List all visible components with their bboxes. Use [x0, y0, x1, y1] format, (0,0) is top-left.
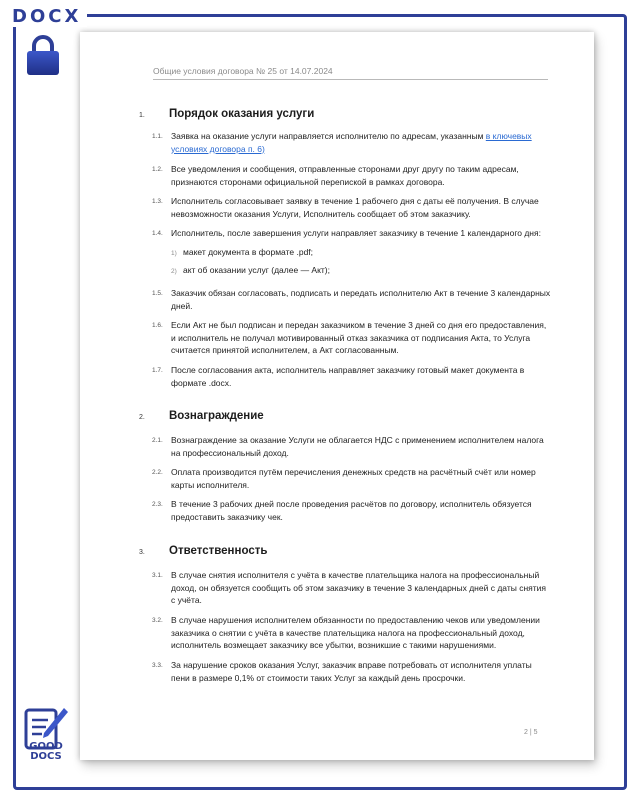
clause-text: Исполнитель согласовывает заявку в течение 1 рабочего дня с даты её получения. В случае невозможности оказания Услуги, Исполнитель сообщает об этом заказчику.	[171, 196, 539, 219]
brand-name: DOCX	[12, 6, 87, 27]
clause-3-3	[152, 659, 552, 684]
section-number: 2.	[139, 414, 145, 421]
clause-number: 2.1.	[152, 437, 163, 444]
clause-1-1	[152, 130, 552, 155]
clause-1-2	[152, 163, 552, 188]
section-title-2	[139, 410, 264, 422]
clause-number: 1.4.	[152, 230, 163, 237]
clause-2-3	[152, 498, 552, 523]
clause-number: 2.3.	[152, 501, 163, 508]
document-header: Общие условия договора № 25 от 14.07.2024	[153, 66, 548, 80]
clause-1-3	[152, 195, 552, 220]
clause-text: Исполнитель, после завершения услуги направляет заказчику в течение 1 календарного дня:	[171, 228, 541, 238]
section-number: 1.	[139, 112, 145, 119]
subitem-number: 2)	[171, 268, 177, 275]
subitem-2	[171, 265, 330, 275]
clause-number: 3.2.	[152, 617, 163, 624]
logo-text-good: GOOD	[29, 741, 63, 752]
clause-1-4	[152, 227, 552, 240]
clause-number: 1.2.	[152, 166, 163, 173]
section-title-3	[139, 545, 267, 557]
clause-text: В случае нарушения исполнителем обязанности по предоставлению чеков или уведомлении заказчика о снятии с учёта в качестве плательщика налога на профессиональный доход, исполнитель возмещает заказчику все убытки, возникшие с такими нарушениями.	[171, 615, 540, 650]
clause-text: В случае снятия исполнителя с учёта в качестве плательщика налога на профессиональный доход, он обязуется сообщить об этом заказчику в течение 3 календарных дней с даты снятия с учёта.	[171, 570, 546, 605]
logo-text-docs: DOCS	[30, 751, 62, 762]
clause-1-6	[152, 319, 552, 357]
clause-number: 1.5.	[152, 290, 163, 297]
clause-3-1	[152, 569, 552, 607]
logo-label	[22, 742, 70, 762]
lock-icon	[25, 34, 61, 76]
clause-text: Заказчик обязан согласовать, подписать и передать исполнителю Акт в течение 3 календарных дней.	[171, 288, 551, 311]
clause-text-part: Заявка на оказание услуги направляется исполнителю по адресам, указанным	[171, 131, 486, 141]
section-title-1	[139, 108, 314, 120]
section-title-text: Порядок оказания услуги	[169, 108, 315, 120]
clause-text: В течение 3 рабочих дней после проведения расчётов по договору, исполнитель обязуется предоставить заказчику чек.	[171, 499, 532, 522]
clause-number: 1.6.	[152, 322, 163, 329]
clause-number: 1.7.	[152, 367, 163, 374]
clause-number: 3.3.	[152, 662, 163, 669]
clause-text	[171, 130, 552, 155]
subitem-text: макет документа в формате .pdf;	[183, 247, 314, 257]
clause-text: Если Акт не был подписан и передан заказчиком в течение 3 дней со дня его предоставления, и исполнитель не получал мотивированный отказ заказчика от подписания Акта, то Услуга считается принятой исполнителем, а Акт согласованным.	[171, 320, 547, 355]
clause-3-2	[152, 614, 552, 652]
clause-text: После согласования акта, исполнитель направляет заказчику готовый макет документа в формате .docx.	[171, 365, 525, 388]
clause-number: 1.3.	[152, 198, 163, 205]
clause-text: Оплата производится путём перечисления денежных средств на расчётный счёт или номер карты исполнителя.	[171, 467, 536, 490]
clause-number: 3.1.	[152, 572, 163, 579]
document-page	[80, 32, 594, 760]
section-title-text: Вознаграждение	[169, 410, 264, 422]
subitem-1	[171, 247, 313, 257]
section-title-text: Ответственность	[169, 545, 268, 557]
key-terms-link[interactable]: в ключевых условиях договора п. 6)	[171, 131, 532, 154]
section-number: 3.	[139, 549, 145, 556]
clause-2-1	[152, 434, 552, 459]
clause-2-2	[152, 466, 552, 491]
subitem-text: акт об оказании услуг (далее — Акт);	[183, 265, 330, 275]
clause-text: Вознаграждение за оказание Услуги не облагается НДС с применением исполнителем налога на профессиональный доход.	[171, 435, 544, 458]
clause-1-7	[152, 364, 552, 389]
clause-text: За нарушение сроков оказания Услуг, заказчик вправе потребовать от исполнителя уплаты пени в размере 0,1% от стоимости таких Услуг за каждый день просрочки.	[171, 660, 532, 683]
clause-number: 1.1.	[152, 133, 163, 140]
page-number: 2 | 5	[524, 729, 538, 736]
clause-text: Все уведомления и сообщения, отправленные сторонами друг другу по таким адресам, признаются сторонами официальной перепиской в рамках договора.	[171, 164, 519, 187]
subitem-number: 1)	[171, 250, 177, 257]
clause-number: 2.2.	[152, 469, 163, 476]
clause-1-5	[152, 287, 552, 312]
